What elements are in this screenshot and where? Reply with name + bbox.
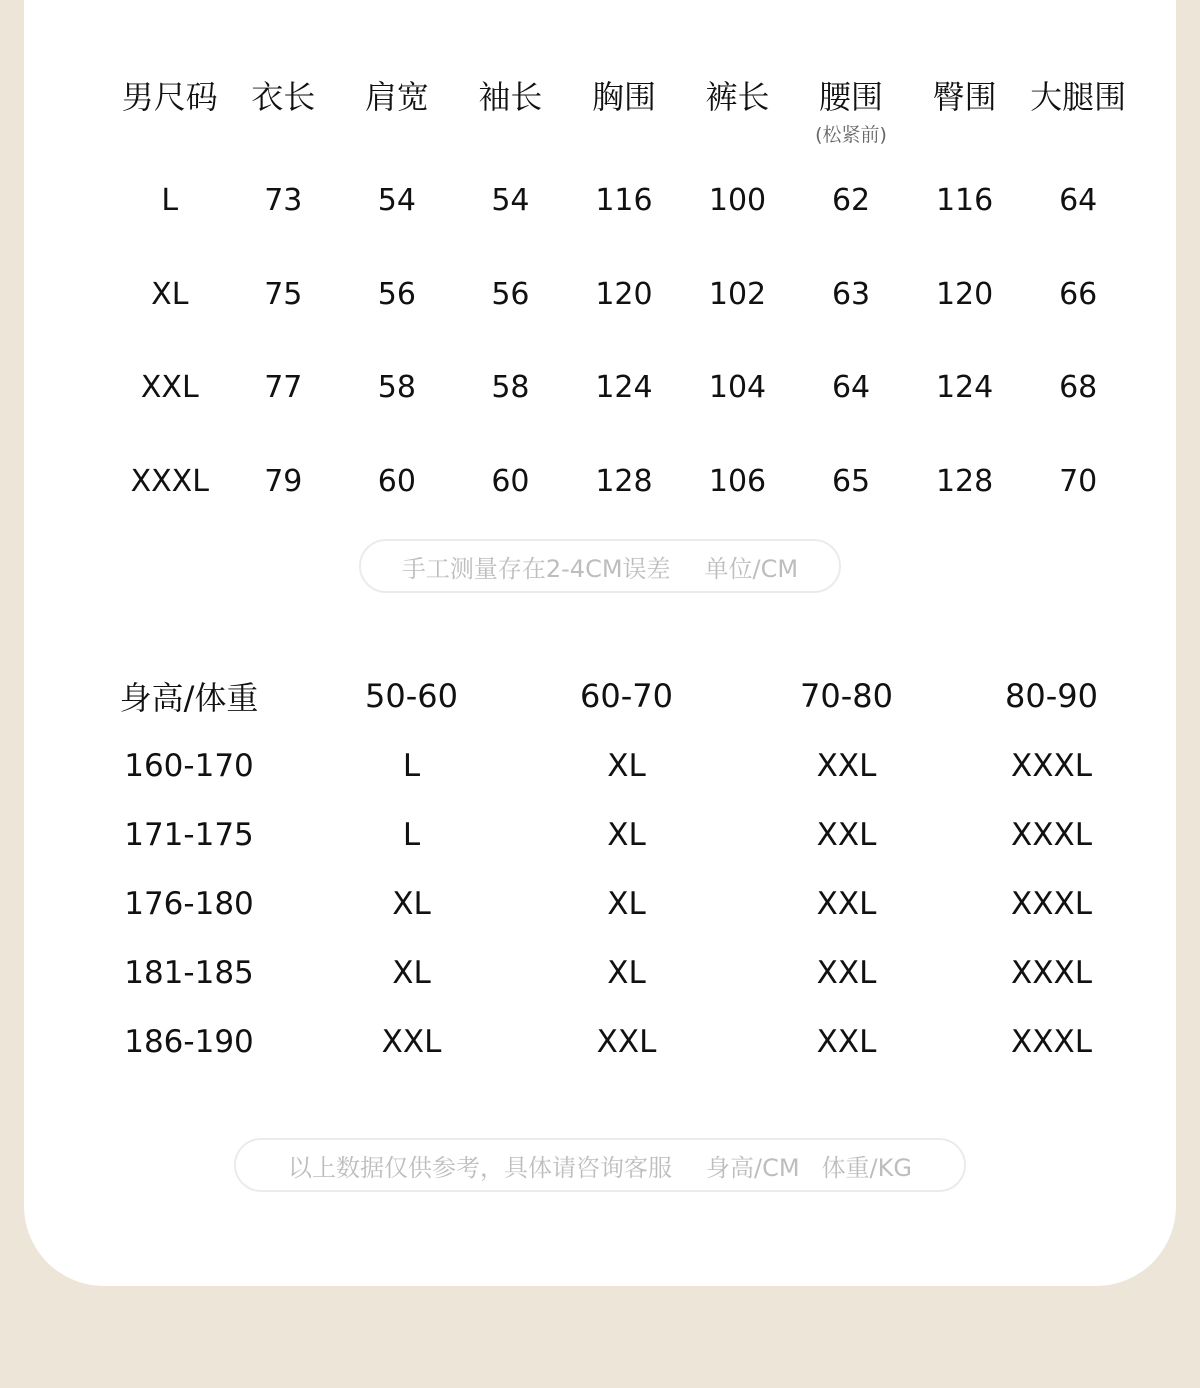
header-size: 男尺码 [121, 78, 218, 116]
size-cell: 68 [1059, 370, 1098, 406]
recommended-size-cell: XXL [816, 1023, 877, 1060]
recommendation-row [74, 938, 1144, 1007]
size-cell: L [161, 183, 179, 219]
recommended-size-cell: XL [607, 954, 646, 991]
reference-note [234, 1138, 966, 1192]
recommended-size-cell: XXL [596, 1023, 657, 1060]
header-weight-range: 60-70 [580, 677, 673, 715]
recommendation-row [74, 870, 1144, 939]
size-cell: 128 [595, 463, 653, 499]
size-cell: 60 [377, 463, 416, 499]
recommended-size-cell: XXL [816, 748, 877, 785]
size-cell: 104 [708, 370, 767, 406]
header-sleeve: 袖长 [478, 78, 543, 116]
recommended-size-cell: XXL [816, 817, 877, 854]
size-recommendation-table [74, 660, 1144, 1076]
size-cell: 56 [491, 276, 530, 312]
size-cell: XXL [140, 370, 199, 406]
recommended-size-cell: XL [607, 748, 646, 785]
size-cell: 102 [708, 276, 767, 312]
height-range-cell: 160-170 [124, 748, 254, 785]
height-range-cell: 186-190 [124, 1023, 254, 1060]
measurement-error-note: 手工测量存在2-4CM误差 [401, 554, 671, 583]
weight-unit-note: 体重/KG [821, 1153, 912, 1182]
size-row [113, 248, 1135, 342]
recommendation-row [74, 801, 1144, 870]
size-cell: 100 [708, 183, 767, 219]
recommended-size-cell: XL [392, 885, 431, 922]
recommended-size-cell: XL [392, 954, 431, 991]
height-range-cell: 181-185 [124, 954, 254, 991]
size-row [113, 154, 1135, 248]
recommended-size-cell: L [402, 748, 421, 785]
recommended-size-cell: XL [607, 885, 646, 922]
header-length: 衣长 [251, 78, 316, 116]
recommended-size-cell: XXXL [1011, 817, 1092, 854]
size-cell: 124 [935, 370, 994, 406]
height-range-cell: 171-175 [124, 817, 254, 854]
header-shoulder: 肩宽 [364, 78, 429, 116]
header-chest: 胸围 [591, 78, 656, 116]
size-cell: 62 [831, 183, 871, 219]
size-cell: 128 [935, 463, 994, 499]
height-unit-note: 身高/CM [706, 1153, 800, 1182]
size-cell: 73 [264, 183, 303, 219]
measurement-unit-note: 单位/CM [704, 554, 799, 583]
size-cell: 124 [595, 370, 653, 406]
size-cell: 70 [1059, 463, 1098, 499]
size-cell: 54 [491, 183, 530, 219]
size-cell: 116 [935, 183, 994, 219]
size-chart-card [24, 0, 1176, 1286]
header-waist [794, 60, 908, 154]
size-cell: XL [151, 276, 189, 312]
size-chart-table [113, 60, 1135, 528]
size-cell: 65 [831, 463, 871, 499]
reference-disclaimer: 以上数据仅供参考，具体请咨询客服 [288, 1153, 672, 1182]
recommended-size-cell: XXXL [1011, 885, 1092, 922]
recommended-size-cell: XL [607, 817, 646, 854]
header-thigh: 大腿围 [1030, 78, 1127, 116]
header-pants-length: 裤长 [705, 78, 770, 116]
height-range-cell: 176-180 [124, 885, 254, 922]
size-cell: 77 [264, 370, 303, 406]
header-weight-range: 50-60 [365, 677, 458, 715]
size-cell: 64 [831, 370, 871, 406]
recommended-size-cell: XXL [381, 1023, 442, 1060]
size-cell: 56 [377, 276, 416, 312]
recommendation-row [74, 1007, 1144, 1076]
size-cell: 63 [831, 276, 871, 312]
header-waist-label: 腰围 [819, 78, 884, 116]
recommended-size-cell: XXXL [1011, 954, 1092, 991]
size-chart-header-row [113, 60, 1135, 154]
measurement-note [359, 539, 841, 593]
size-cell: 79 [264, 463, 303, 499]
size-cell: 75 [264, 276, 303, 312]
size-cell: 120 [595, 276, 653, 312]
size-cell: 66 [1059, 276, 1098, 312]
size-cell: 64 [1059, 183, 1098, 219]
recommended-size-cell: XXL [816, 885, 877, 922]
recommended-size-cell: XXL [816, 954, 877, 991]
size-row [113, 341, 1135, 435]
size-cell: 60 [491, 463, 530, 499]
recommendation-row [74, 732, 1144, 801]
header-waist-note: (松紧前) [815, 124, 887, 146]
size-cell: 116 [595, 183, 653, 219]
size-cell: 106 [708, 463, 767, 499]
size-cell: XXXL [130, 463, 209, 499]
header-weight-range: 80-90 [1005, 677, 1098, 715]
header-weight-range: 70-80 [800, 677, 893, 715]
recommended-size-cell: XXXL [1011, 1023, 1092, 1060]
size-cell: 54 [377, 183, 416, 219]
recommended-size-cell: L [402, 817, 421, 854]
recommendation-header-row [74, 660, 1144, 732]
size-cell: 58 [491, 370, 530, 406]
header-height-weight: 身高/体重 [119, 679, 259, 717]
size-cell: 120 [935, 276, 994, 312]
header-hip: 臀围 [932, 78, 997, 116]
recommended-size-cell: XXXL [1011, 748, 1092, 785]
size-row [113, 435, 1135, 529]
size-cell: 58 [377, 370, 416, 406]
